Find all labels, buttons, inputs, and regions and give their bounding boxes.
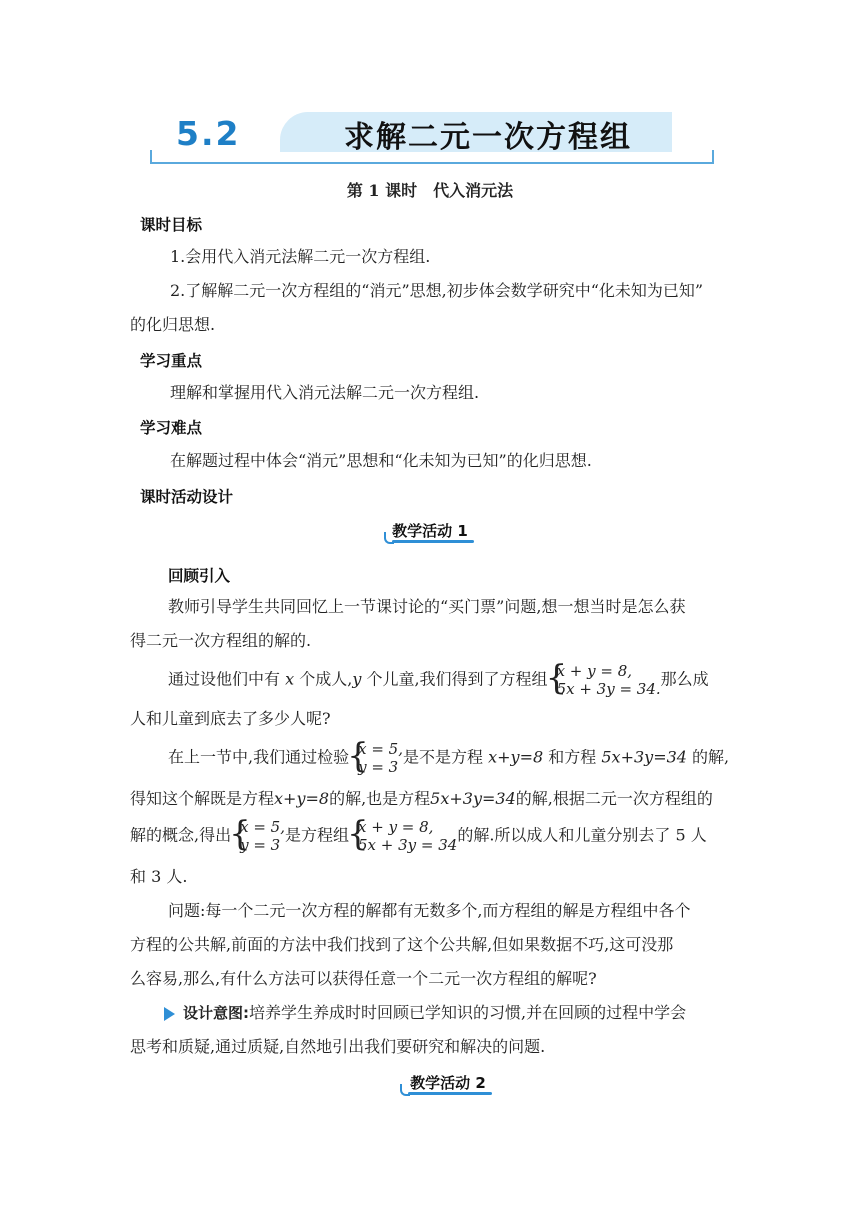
para-2-mid1: 个成人,: [299, 669, 353, 689]
activity-1-label: 教学活动 1: [392, 522, 468, 540]
goal-item-1: 1.会用代入消元法解二元一次方程组.: [170, 247, 431, 266]
para-2-post: 那么成: [660, 669, 709, 689]
activity-2-label: 教学活动 2: [410, 1074, 486, 1092]
sys2-eq-a: x + y = 8,: [358, 818, 434, 836]
sol2-b: y = 3: [240, 836, 281, 854]
para-2-line-2: 人和儿童到底去了多少人呢?: [130, 709, 331, 728]
sol1-a: x = 5,: [358, 740, 403, 758]
para-3-line-1: [168, 736, 730, 776]
para-1-line-1: 教师引导学生共同回忆上一节课讨论的“买门票”问题,想一想当时是怎么获: [168, 597, 686, 616]
sol2-a: x = 5,: [240, 818, 285, 836]
design-intent-text: 培养学生养成时时回顾已学知识的习惯,并在回顾的过程中学会: [249, 1003, 687, 1022]
para-4-eq1: x+y=8: [274, 789, 330, 808]
var-x: x: [285, 669, 295, 689]
para-5-mid: 是方程组: [284, 825, 349, 845]
equation-system-1: { x + y = 8, 5x + 3y = 34.: [545, 658, 661, 698]
para-2-mid2: 个儿童,我们得到了方程组: [366, 669, 548, 689]
sys1-eq-a: x + y = 8,: [556, 662, 633, 680]
para-2-line-1: [168, 658, 709, 698]
activity-1-underline: [392, 540, 474, 543]
equation-system-2: { x + y = 8, 5x + 3y = 34: [347, 814, 458, 854]
goal-item-2: 2.了解解二元一次方程组的“消元”思想,初步体会数学研究中“化未知为已知”: [170, 281, 704, 300]
para-4-eq2: 5x+3y=34: [430, 789, 516, 808]
para-1-line-2: 得二元一次方程组的解的.: [130, 631, 312, 650]
para-3-and: 和方程: [548, 747, 597, 767]
para-5-line-1: [130, 814, 707, 854]
design-intent-label: 设计意图:: [183, 1004, 249, 1022]
sol1-b: y = 3: [358, 758, 399, 776]
para-4-mid: 的解,也是方程: [329, 789, 431, 808]
var-y: y: [352, 669, 362, 689]
goals-heading: 课时目标: [140, 216, 203, 234]
para-4: [130, 782, 713, 816]
design-intent-line-2: 思考和质疑,通过质疑,自然地引出我们要研究和解决的问题.: [130, 1037, 546, 1056]
para-4-post: 的解,根据二元一次方程组的: [515, 789, 713, 808]
equation-1: x+y=8: [488, 747, 544, 767]
difficulties-heading: 学习难点: [140, 419, 203, 437]
question-line-3: 么容易,那么,有什么方法可以获得任意一个二元一次方程组的解呢?: [130, 969, 597, 988]
para-3-pre: 在上一节中,我们通过检验: [168, 747, 350, 767]
question-line-1: 问题:每一个二元一次方程的解都有无数多个,而方程组的解是方程组中各个: [168, 901, 691, 920]
activity-2-underline: [408, 1092, 492, 1095]
sys1-eq-b: 5x + 3y = 34.: [556, 680, 661, 698]
design-intent-line-1: [164, 996, 686, 1030]
para-5-post: 的解.所以成人和儿童分别去了 5 人: [457, 825, 707, 845]
para-4-pre: 得知这个解既是方程: [130, 789, 275, 808]
para-2-pre: 通过设他们中有: [168, 669, 281, 689]
goal-item-2-cont: 的化归思想.: [130, 315, 216, 334]
para-3-post: 的解,: [692, 747, 730, 767]
solution-1: { x = 5, y = 3: [347, 736, 403, 776]
sys2-eq-b: 5x + 3y = 34: [358, 836, 458, 854]
difficulties-text: 在解题过程中体会“消元”思想和“化未知为已知”的化归思想.: [170, 451, 592, 470]
lesson-title: 第 1 课时 代入消元法: [346, 181, 514, 200]
key-points-heading: 学习重点: [140, 352, 203, 370]
design-heading: 课时活动设计: [140, 488, 234, 506]
section-number: 5.2: [176, 114, 241, 153]
para-5-line-2: 和 3 人.: [130, 867, 188, 886]
para-5-pre: 解的概念,得出: [130, 825, 232, 845]
triangle-bullet-icon: [164, 1007, 175, 1021]
question-line-2: 方程的公共解,前面的方法中我们找到了这个公共解,但如果数据不巧,这可没那: [130, 935, 674, 954]
review-subheading: 回顾引入: [168, 567, 231, 585]
equation-2: 5x+3y=34: [601, 747, 687, 767]
para-3-mid: 是不是方程: [402, 747, 483, 767]
solution-2: { x = 5, y = 3: [229, 814, 285, 854]
key-points-text: 理解和掌握用代入消元法解二元一次方程组.: [170, 383, 480, 402]
section-title: 求解二元一次方程组: [344, 120, 632, 155]
